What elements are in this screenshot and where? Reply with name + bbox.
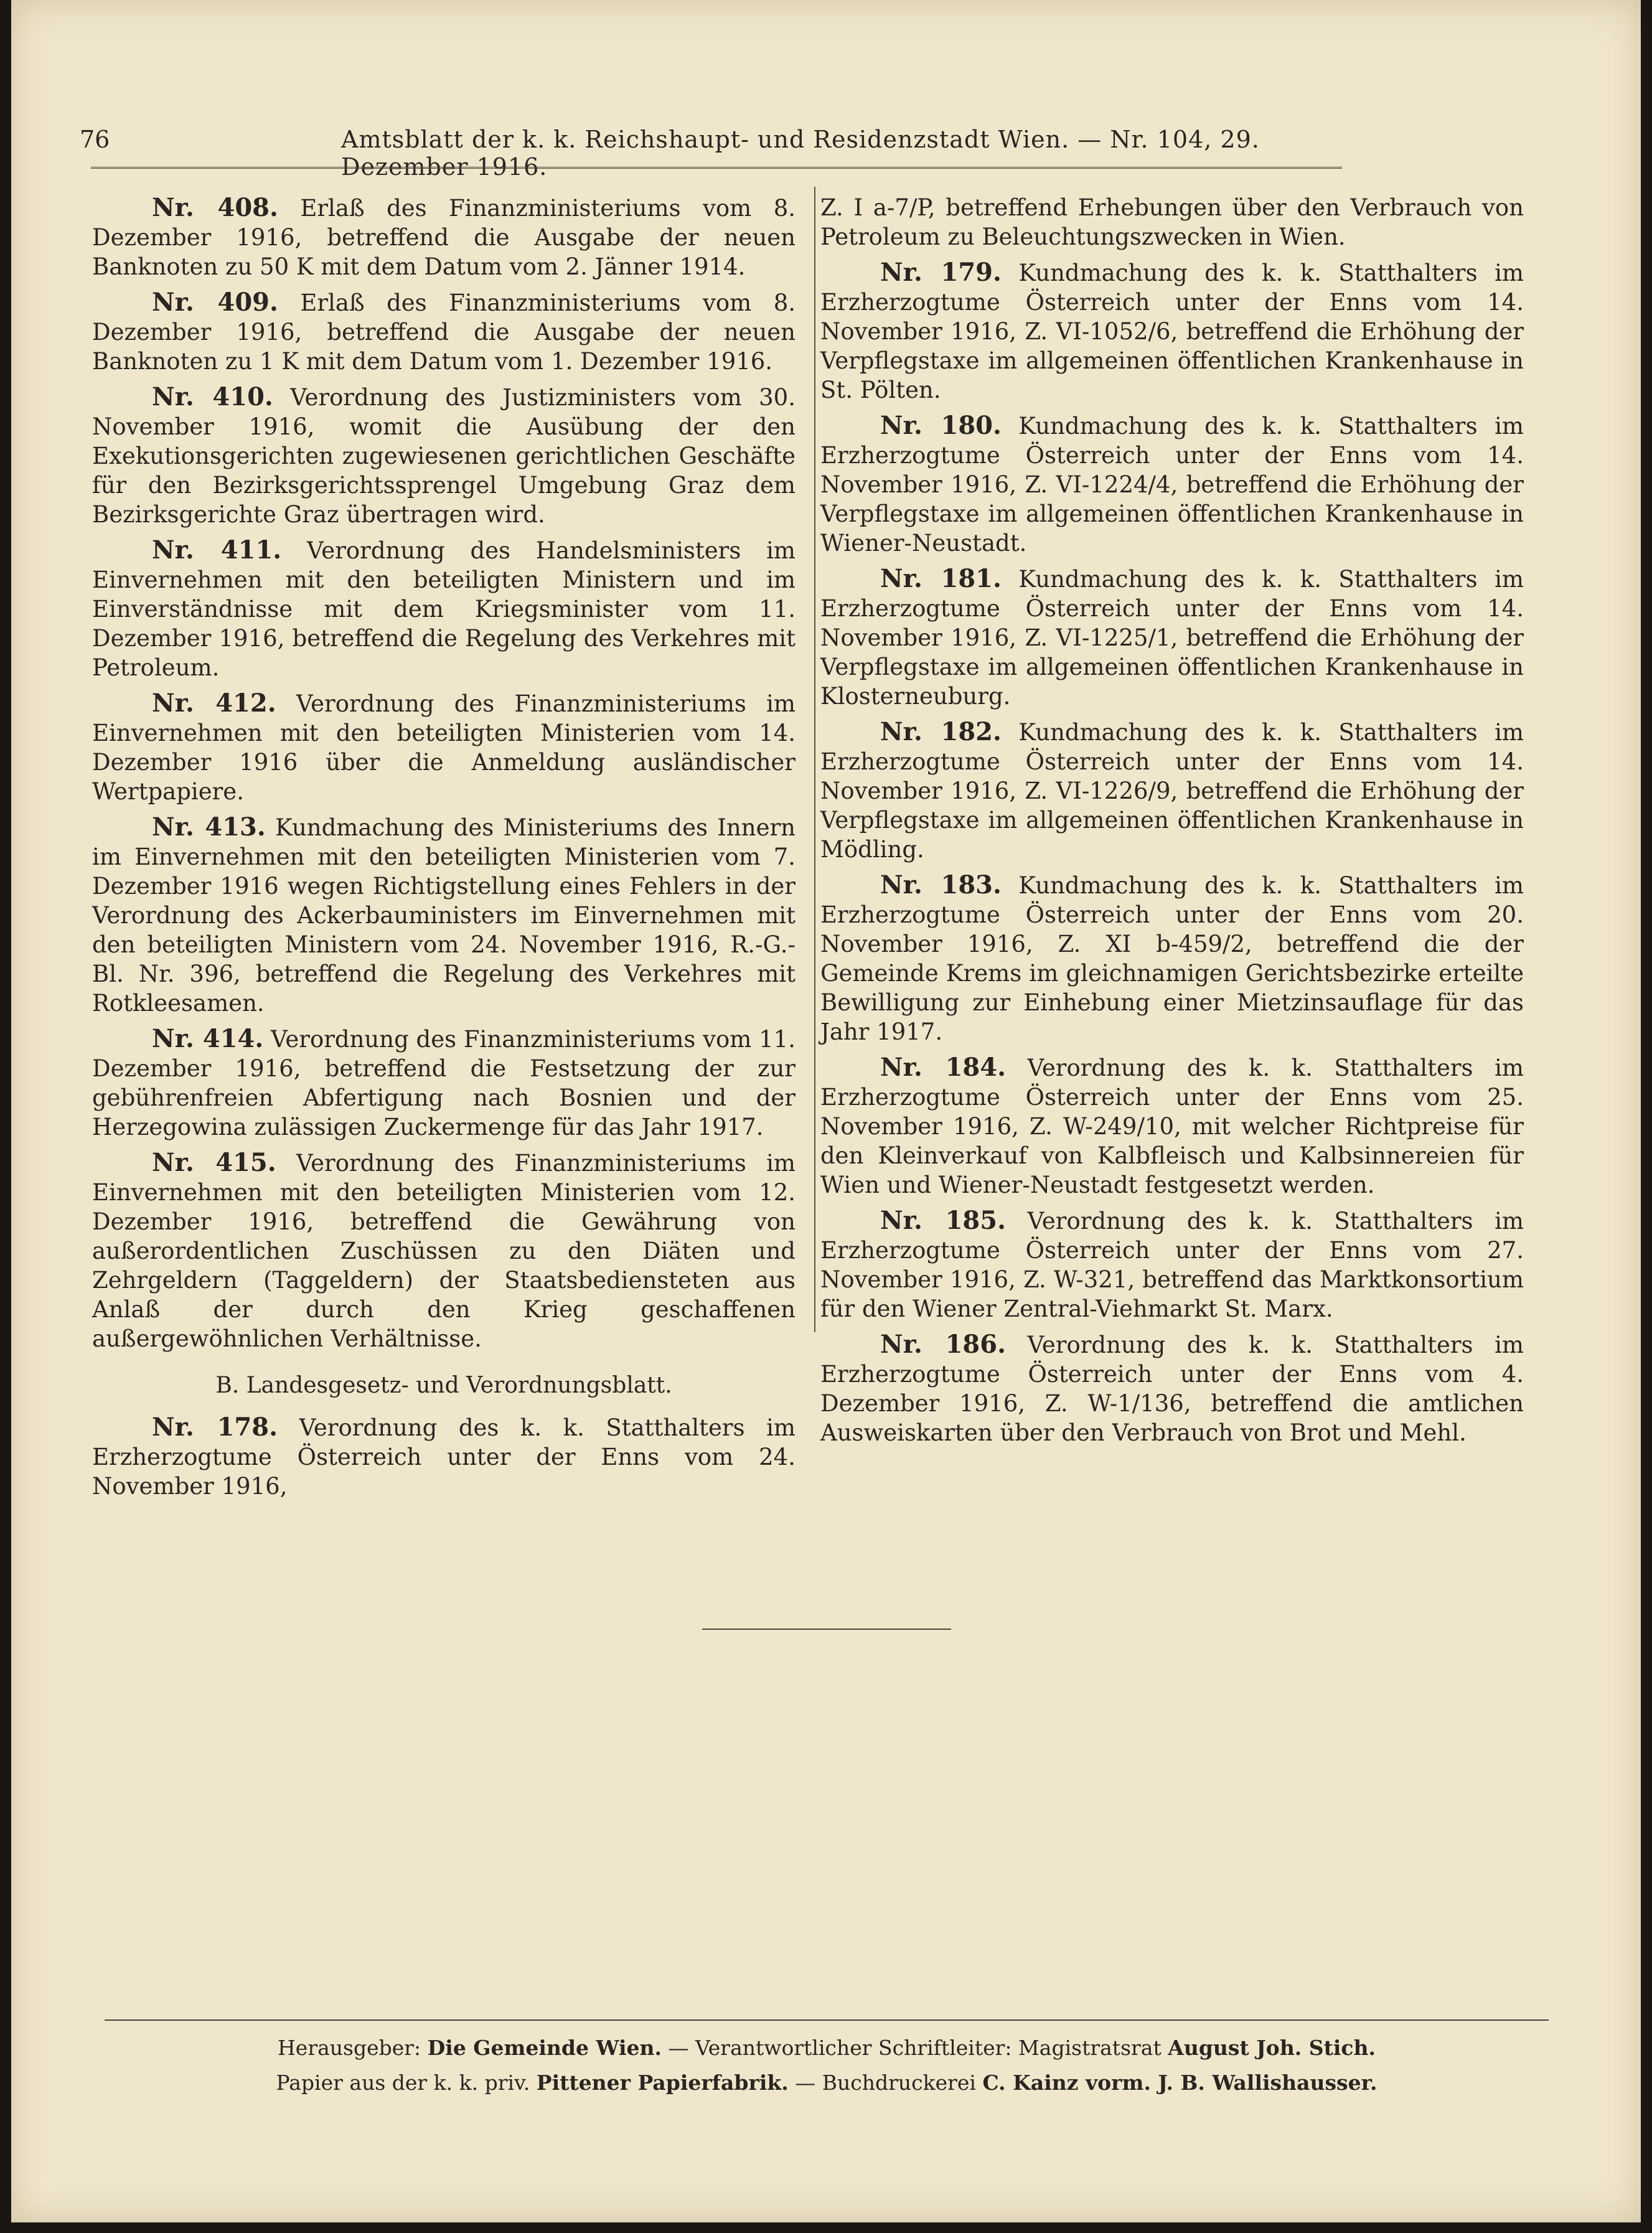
entry-number: Nr. 185. <box>880 1206 1007 1235</box>
section-end-rule <box>702 1629 951 1630</box>
entry-text: Kundmachung des Ministeriums des Innern im Einvernehmen mit den beteiligten Ministerien vom 7. Dezember 1916 wegen Richtigstellung eines Fehlers in der Verordnung des Ackerbauministers im Einvernehmen mit den beteiligten Ministern vom 24. November 1916, R.-G.-Bl. Nr. 396, betreffend die Regelung des Verkehres mit Rotkleesamen. <box>92 814 795 1017</box>
entry-number: Nr. 410. <box>152 382 273 411</box>
entry-number: Nr. 183. <box>880 870 1002 900</box>
header-rule <box>91 167 1342 169</box>
entry-text: Verordnung des Handelsministers im Einvernehmen mit den beteiligten Ministern und im Einverständnisse mit dem Kriegsminister vom 11. Dezember 1916, betreffend die Regelung des Verkehres mit Petroleum. <box>92 537 795 681</box>
entry-number: Nr. 182. <box>880 717 1002 746</box>
column-divider <box>814 187 815 1332</box>
entry-number: Nr. 414. <box>152 1024 264 1053</box>
footer-rule <box>105 2019 1549 2021</box>
paper-mill: Pittener Papierfabrik. <box>536 2071 789 2095</box>
entry-number: Nr. 415. <box>152 1148 276 1177</box>
entry-186 <box>820 1330 1524 1447</box>
paper-label: Papier aus der k. k. priv. <box>276 2071 530 2095</box>
entry-414 <box>92 1024 795 1142</box>
entry-text: Verordnung des Justizministers vom 30. November 1916, womit die Ausübung der den Exekutionsgerichten zugewiesenen gerichtlichen Geschäfte für den Bezirksgerichtssprengel Umgebung Graz dem Bezirksgerichte Graz übertragen wird. <box>92 384 795 528</box>
entry-number: Nr. 179. <box>880 258 1002 287</box>
imprint-line-publisher <box>105 2031 1549 2066</box>
entry-number: Nr. 408. <box>152 193 278 222</box>
entry-180 <box>820 411 1524 558</box>
entry-181 <box>820 564 1524 711</box>
entry-number: Nr. 412. <box>152 689 276 718</box>
entry-text: Kundmachung des k. k. Statthalters im Erzherzogtume Österreich unter der Enns vom 14. November 1916, Z. VI-1224/4, betreffend die Erhöhung der Verpflegstaxe im allgemeinen öffentlichen Krankenhause in Wiener-Neustadt. <box>820 413 1524 557</box>
left-column <box>92 193 795 1507</box>
entry-number: Nr. 180. <box>880 411 1002 440</box>
right-column <box>820 193 1524 1454</box>
entry-text: Verordnung des k. k. Statthalters im Erzherzogtume Österreich unter der Enns vom 24. November 1916, <box>92 1414 795 1500</box>
entry-text: Erlaß des Finanzministeriums vom 8. Dezember 1916, betreffend die Ausgabe der neuen Banknoten zu 1 K mit dem Datum vom 1. Dezember 1916. <box>92 289 795 375</box>
document-page <box>11 0 1641 2222</box>
editor-name: August Joh. Stich. <box>1168 2036 1376 2060</box>
entry-text: Kundmachung des k. k. Statthalters im Erzherzogtume Österreich unter der Enns vom 14. November 1916, Z. VI-1226/9, betreffend die Erhöhung der Verpflegstaxe im allgemeinen öffentlichen Krankenhause in Mödling. <box>820 719 1524 863</box>
entry-415 <box>92 1148 795 1353</box>
entry-409 <box>92 288 795 376</box>
entry-text: Kundmachung des k. k. Statthalters im Erzherzogtume Österreich unter der Enns vom 14. November 1916, Z. VI-1052/6, betreffend die Erhöhung der Verpflegstaxe im allgemeinen öffentlichen Krankenhause in St. Pölten. <box>820 260 1524 403</box>
entry-number: Nr. 184. <box>880 1053 1007 1082</box>
imprint <box>105 2031 1549 2100</box>
printer-label: — Buchdruckerei <box>795 2071 976 2095</box>
entry-184 <box>820 1053 1524 1200</box>
entry-text: Verordnung des k. k. Statthalters im Erzherzogtume Österreich unter der Enns vom 25. November 1916, Z. W-249/10, mit welcher Richtpreise für den Kleinverkauf von Kalbfleisch und Kalbsinnereien für Wien und Wiener-Neustadt festgesetzt werden. <box>820 1055 1524 1198</box>
entry-410 <box>92 382 795 529</box>
header-title: Amtsblatt der k. k. Reichshaupt- und Residenzstadt Wien. — Nr. 104, 29. Dezember 1916. <box>341 126 1260 181</box>
entry-number: Nr. 181. <box>880 564 1002 593</box>
entry-number: Nr. 411. <box>152 535 282 565</box>
entry-183 <box>820 870 1524 1046</box>
entry-411 <box>92 535 795 682</box>
entry-179 <box>820 258 1524 405</box>
entry-178 <box>92 1413 795 1501</box>
entry-number: Nr. 178. <box>152 1413 278 1442</box>
entry-413 <box>92 812 795 1018</box>
entry-text: Verordnung des Finanzministeriums vom 11. Dezember 1916, betreffend die Festsetzung der zur gebührenfreien Abfertigung nach Bosnien und der Herzegowina zulässigen Zuckermenge für das Jahr 1917. <box>92 1026 795 1140</box>
entry-178-continuation: Z. I a-7/P, betreffend Erhebungen über den Verbrauch von Petroleum zu Beleuchtungszwecken in Wien. <box>820 194 1524 250</box>
entry-number: Nr. 186. <box>880 1330 1007 1359</box>
entry-408 <box>92 193 795 281</box>
entry-text: Kundmachung des k. k. Statthalters im Erzherzogtume Österreich unter der Enns vom 20. November 1916, Z. XI b-459/2, betreffend die der Gemeinde Krems im gleichnamigen Gerichtsbezirke erteilte Bewilligung zur Einhebung einer Mietzinsauflage für das Jahr 1917. <box>820 872 1524 1045</box>
page-header <box>80 117 1337 181</box>
entry-412 <box>92 689 795 806</box>
entry-text: Kundmachung des k. k. Statthalters im Erzherzogtume Österreich unter der Enns vom 14. November 1916, Z. VI-1225/1, betreffend die Erhöhung der Verpflegstaxe im allgemeinen öffentlichen Krankenhause in Klosterneuburg. <box>820 566 1524 710</box>
entry-182 <box>820 717 1524 864</box>
section-heading: B. Landesgesetz- und Verordnungsblatt. <box>215 1373 672 1398</box>
entry-text: Verordnung des Finanzministeriums im Einvernehmen mit den beteiligten Ministerien vom 14. Dezember 1916 über die Anmeldung ausländischer Wertpapiere. <box>92 690 795 805</box>
entry-text: Verordnung des k. k. Statthalters im Erzherzogtume Österreich unter der Enns vom 27. November 1916, Z. W-321, betreffend das Marktkonsortium für den Wiener Zentral-Viehmarkt St. Marx. <box>820 1208 1524 1322</box>
entry-text: Erlaß des Finanzministeriums vom 8. Dezember 1916, betreffend die Ausgabe der neuen Banknoten zu 50 K mit dem Datum vom 2. Jänner 1914. <box>92 195 795 280</box>
editor-label: — Verantwortlicher Schriftleiter: Magistratsrat <box>668 2036 1162 2060</box>
page-number: 76 <box>80 126 110 153</box>
printer-name: C. Kainz vorm. J. B. Wallishausser. <box>982 2071 1377 2095</box>
entry-text: Verordnung des Finanzministeriums im Einvernehmen mit den beteiligten Ministerien vom 12. Dezember 1916, betreffend die Gewährung von außerordentlichen Zuschüssen zu den Diäten und Zehrgeldern (Taggeldern) der Staatsbediensteten aus Anlaß der durch den Krieg geschaffenen außergewöhnlichen Verhältnisse. <box>92 1150 795 1352</box>
entry-185 <box>820 1206 1524 1323</box>
entry-text: Verordnung des k. k. Statthalters im Erzherzogtume Österreich unter der Enns vom 4. Dezember 1916, Z. W-1/136, betreffend die amtlichen Ausweiskarten über den Verbrauch von Brot und Mehl. <box>820 1332 1524 1446</box>
entry-number: Nr. 409. <box>152 288 278 317</box>
entry-number: Nr. 413. <box>152 812 266 842</box>
imprint-line-printer <box>105 2066 1549 2100</box>
publisher-name: Die Gemeinde Wien. <box>427 2036 662 2060</box>
publisher-label: Herausgeber: <box>278 2036 421 2060</box>
